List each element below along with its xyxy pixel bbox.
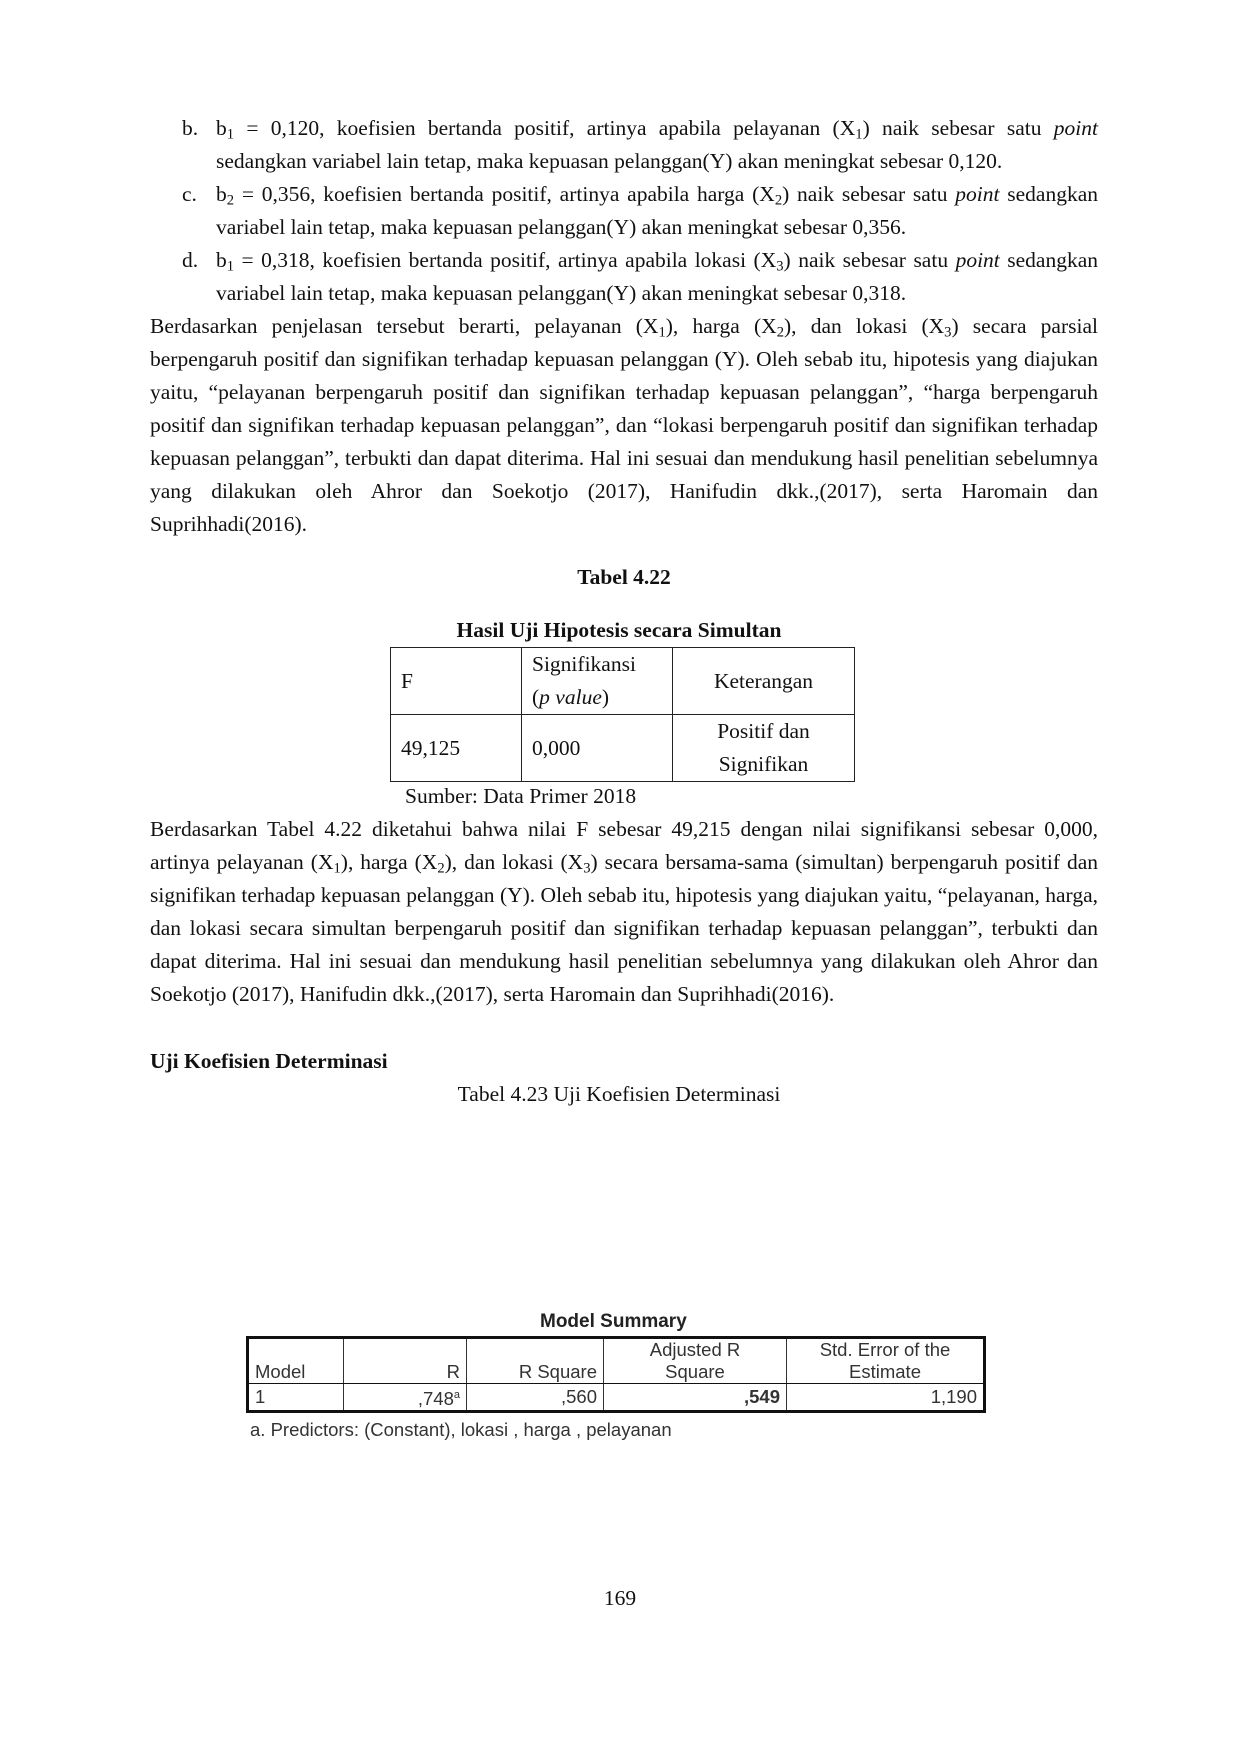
header-f: F: [391, 648, 522, 715]
table-4-22-subtitle: Hasil Uji Hipotesis secara Simultan: [456, 618, 782, 642]
list-marker: c.: [182, 182, 197, 206]
table-source: Sumber: Data Primer 2018: [405, 784, 637, 808]
list-item-d: d. $b_1 = 0,318$, koefisien bertanda positif, artinya apabila lokasi $(X_3)$ naik sebesar satu point sedangkan variabel lain tetap, maka kepuasan pelanggan(Y) akan meningkat sebesar 0,318.: [150, 244, 1098, 310]
cell-keterangan-value: Positif dan Signifikan: [673, 715, 855, 782]
page-body: [150, 112, 1098, 1111]
simultaneous-test-table: [390, 647, 855, 782]
header-keterangan: Keterangan: [673, 648, 855, 715]
header-adjusted-r-square: Adjusted R Square: [604, 1338, 787, 1384]
cell-model: 1: [248, 1384, 344, 1412]
header-r-square: R Square: [467, 1338, 604, 1384]
list-marker: b.: [182, 116, 199, 140]
table-4-22-title: Tabel 4.22: [577, 565, 671, 589]
cell-r: ,748$^a$: [344, 1384, 467, 1412]
cell-f-value: 49,125: [391, 715, 522, 782]
paragraph-simultaneous-test: Berdasarkan Tabel 4.22 diketahui bahwa nilai F sebesar 49,215 dengan nilai signifikansi sebesar 0,000, artinya pelayanan $(X_1)$, harga $(X_2)$, dan lokasi $(X_3)$ secara bersama-sama (simultan) berpengaruh positif dan signifikan terhadap kepuasan pelanggan (Y). Oleh sebab itu, hipotesis yang diajukan yaitu, “pelayanan, harga, dan lokasi secara simultan berpengaruh positif dan signifikan terhadap kepuasan pelanggan”, terbukti dan dapat diterima. Hal ini sesuai dan mendukung hasil penelitian sebelumnya yang dilakukan oleh Ahror dan Soekotjo (2017), Hanifudin dkk.,(2017), serta Haromain dan Suprihhadi(2016).: [150, 817, 1099, 1006]
list-item-b: b. $b_1 = 0,120$, koefisien bertanda positif, artinya apabila pelayanan $(X_1)$ naik sebesar satu point sedangkan variabel lain tetap, maka kepuasan pelanggan(Y) akan meningkat sebesar 0,120.: [150, 112, 1098, 178]
header-std-error: Std. Error of the Estimate: [787, 1338, 985, 1384]
header-significance: Signifikansi (p value): [522, 648, 673, 715]
table-4-23-caption: Tabel 4.23 Uji Koefisien Determinasi: [457, 1082, 781, 1106]
header-r: R: [344, 1338, 467, 1384]
paragraph-partial-test: Berdasarkan penjelasan tersebut berarti, pelayanan $(X_1)$, harga $(X_2)$, dan lokasi $(X_3)$ secara parsial berpengaruh positif dan signifikan terhadap kepuasan pelanggan (Y). Oleh sebab itu, hipotesis yang diajukan yaitu, “pelayanan berpengaruh positif dan signifikan terhadap kepuasan pelanggan”, “harga berpengaruh positif dan signifikan terhadap kepuasan pelanggan”, dan “lokasi berpengaruh positif dan signifikan terhadap kepuasan pelanggan”, terbukti dan dapat diterima. Hal ini sesuai dan mendukung hasil penelitian sebelumnya yang dilakukan oleh Ahror dan Soekotjo (2017), Hanifudin dkk.,(2017), serta Haromain dan Suprihhadi(2016).: [150, 314, 1098, 536]
cell-r-square: ,560: [467, 1384, 604, 1412]
header-model: Model: [248, 1338, 344, 1384]
cell-adjusted-r-square: ,549: [604, 1384, 787, 1412]
cell-std-error: 1,190: [787, 1384, 985, 1412]
cell-sig-value: 0,000: [522, 715, 673, 782]
model-summary-table: [246, 1336, 986, 1413]
section-heading: Uji Koefisien Determinasi: [150, 1049, 388, 1073]
list-item-c: c. $b_2 = 0,356$, koefisien bertanda positif, artinya apabila harga $(X_2)$ naik sebesar satu point sedangkan variabel lain tetap, maka kepuasan pelanggan(Y) akan meningkat sebesar 0,356.: [150, 178, 1098, 244]
model-summary-title: Model Summary: [540, 1311, 687, 1332]
model-summary-footnote: a. Predictors: (Constant), lokasi , harga , pelayanan: [250, 1419, 672, 1440]
list-marker: d.: [182, 248, 199, 272]
page-number: 169: [603, 1586, 637, 1610]
